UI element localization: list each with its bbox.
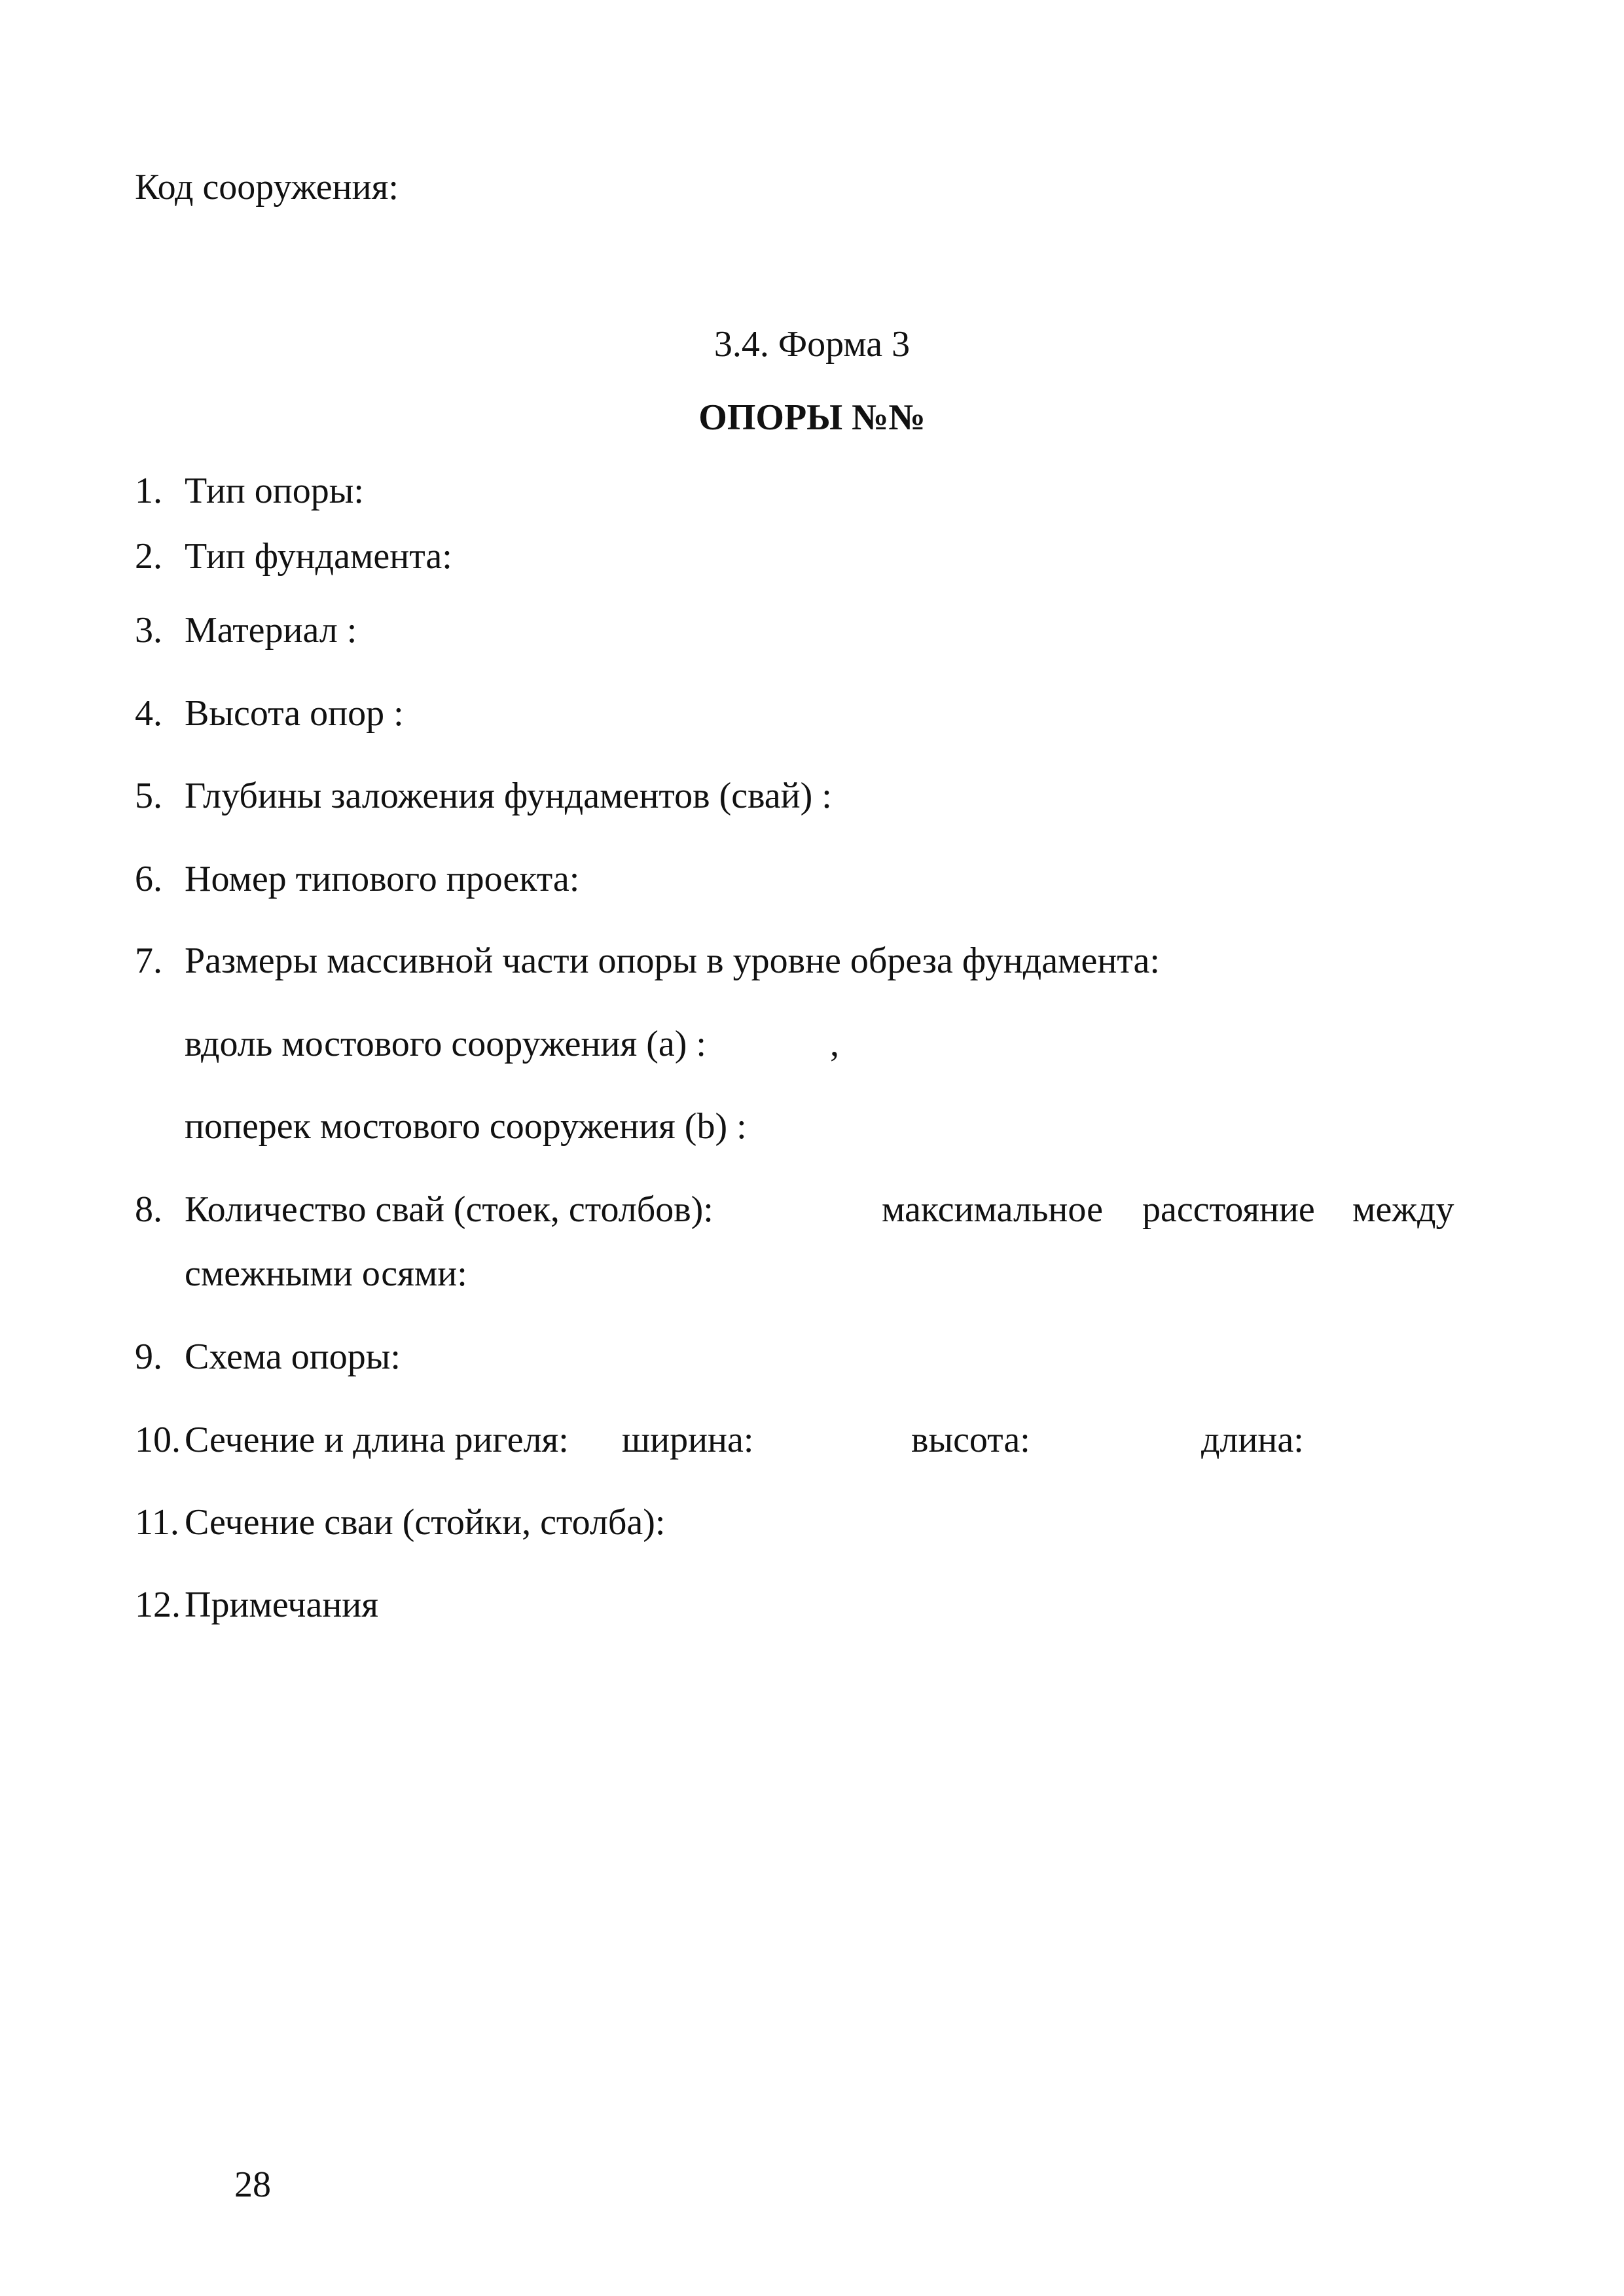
item-11-text: Сечение сваи (стойки, столба): (185, 1502, 666, 1543)
item-8-number: 8. (135, 1189, 162, 1230)
item-1-number: 1. (135, 471, 162, 511)
item-12-number: 12. (135, 1585, 181, 1625)
item-8-word-max: максимальное (882, 1189, 1103, 1230)
form-heading: ОПОРЫ №№ (698, 397, 926, 438)
item-2-number: 2. (135, 536, 162, 577)
item-7-across-label: поперек мостового сооружения (b) : (185, 1106, 747, 1147)
item-11-number: 11. (135, 1502, 179, 1543)
item-10-length-label: длина: (1201, 1420, 1304, 1460)
item-6-text: Номер типового проекта: (185, 859, 580, 899)
item-10-number: 10. (135, 1420, 181, 1460)
item-8-continuation: смежными осями: (185, 1253, 467, 1294)
item-3-number: 3. (135, 610, 162, 651)
item-5-number: 5. (135, 776, 162, 816)
item-5-text: Глубины заложения фундаментов (свай) : (185, 776, 832, 816)
item-3-text: Материал : (185, 610, 357, 651)
item-4-text: Высота опор : (185, 693, 404, 734)
item-7-comma: , (830, 1024, 839, 1064)
item-8-text: Количество свай (стоек, столбов): (185, 1189, 713, 1230)
page-number: 28 (234, 2164, 271, 2205)
item-4-number: 4. (135, 693, 162, 734)
item-12-text: Примечания (185, 1585, 379, 1625)
item-7-along-label: вдоль мостового сооружения (a) : (185, 1024, 706, 1064)
item-8-word-between: между (1352, 1189, 1454, 1230)
item-8-word-distance: расстояние (1142, 1189, 1315, 1230)
item-7-text: Размеры массивной части опоры в уровне обреза фундамента: (185, 941, 1160, 981)
item-9-text: Схема опоры: (185, 1336, 401, 1377)
item-10-width-label: ширина: (622, 1420, 754, 1460)
item-10-text: Сечение и длина ригеля: (185, 1420, 569, 1460)
structure-code-label: Код сооружения: (135, 167, 399, 207)
item-9-number: 9. (135, 1336, 162, 1377)
item-7-number: 7. (135, 941, 162, 981)
item-2-text: Тип фундамента: (185, 536, 452, 577)
item-10-height-label: высота: (911, 1420, 1030, 1460)
item-1-text: Тип опоры: (185, 471, 364, 511)
item-6-number: 6. (135, 859, 162, 899)
section-title: 3.4. Форма 3 (713, 324, 911, 365)
